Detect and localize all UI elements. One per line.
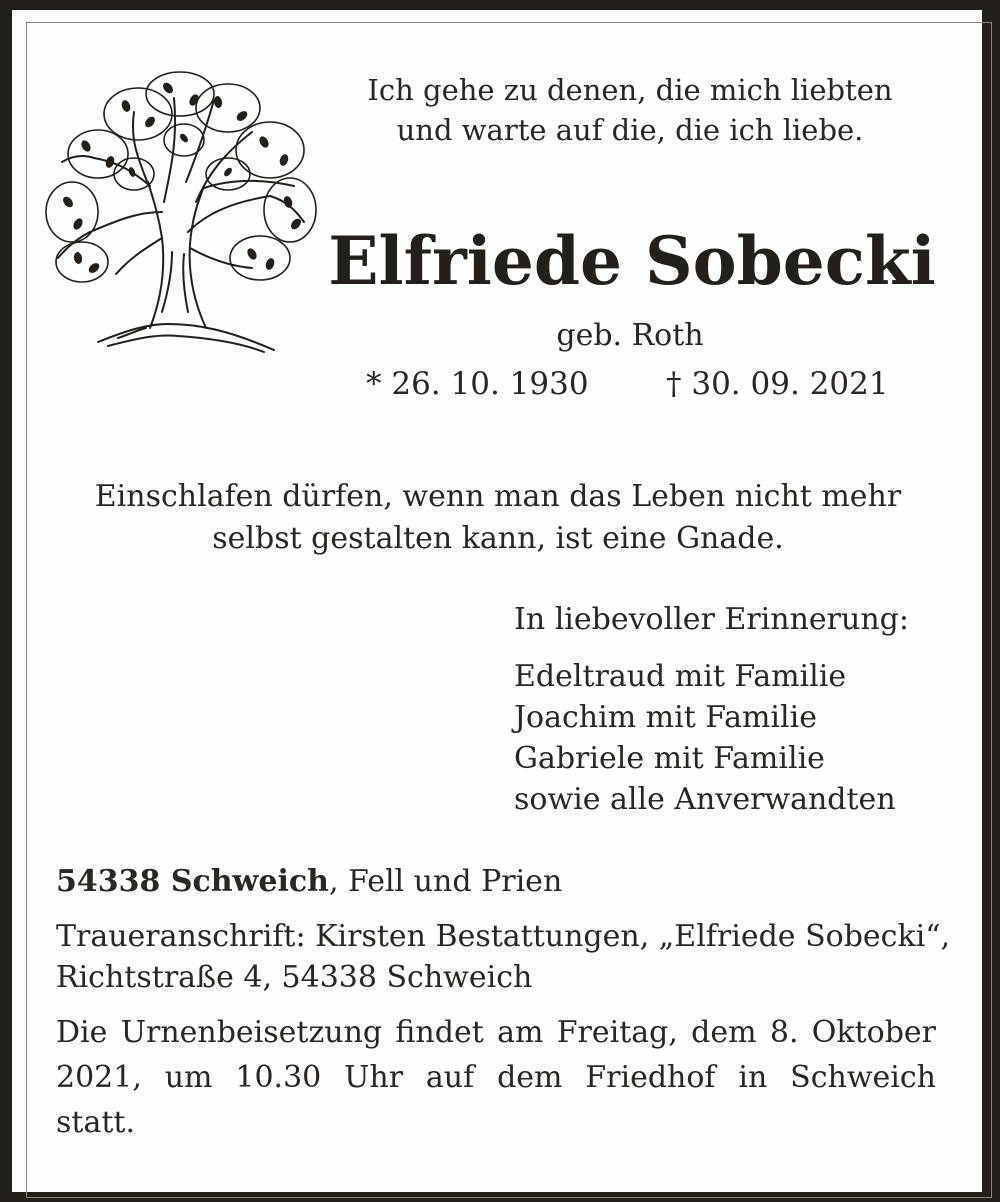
mourner-item: Gabriele mit Familie: [514, 741, 825, 776]
verse-line: Einschlafen dürfen, wenn man das Leben nicht mehr: [94, 479, 902, 514]
birth-name: geb. Roth: [556, 318, 704, 353]
quote-line: und warte auf die, die ich liebe.: [396, 113, 864, 147]
mourner-item: Edeltraud mit Familie: [514, 659, 847, 694]
tree-icon: [38, 62, 320, 354]
verse-line: selbst gestalten kann, ist eine Gnade.: [212, 521, 784, 556]
burial-notice: [56, 1010, 936, 1145]
location-line: [56, 862, 936, 902]
burial-line: 2021, um 10.30 Uhr auf dem Friedhof in Schweich: [56, 1060, 936, 1095]
location-rest: , Fell und Prien: [328, 864, 563, 899]
death-date: † 30. 09. 2021: [666, 366, 889, 402]
mourners-list: [514, 656, 964, 820]
quote-line: Ich gehe zu denen, die mich liebten: [367, 73, 893, 107]
mourner-item: Joachim mit Familie: [514, 700, 817, 735]
address-line: Traueranschrift: Kirsten Bestattungen, „Elfriede Sobecki“,: [56, 919, 951, 954]
burial-line: statt.: [56, 1105, 135, 1140]
mourner-item: sowie alle Anverwandten: [514, 782, 896, 817]
deceased-name: Elfriede Sobecki: [328, 222, 936, 300]
location-city: 54338 Schweich: [56, 864, 329, 899]
mourning-address: [56, 916, 951, 998]
opening-quote: [330, 70, 930, 150]
address-line: Richtstraße 4, 54338 Schweich: [56, 960, 533, 995]
burial-line: Die Urnenbeisetzung findet am Freitag, dem 8. Oktober: [56, 1015, 936, 1050]
birth-date: * 26. 10. 1930: [366, 366, 589, 402]
memory-heading: In liebevoller Erinnerung:: [514, 602, 909, 637]
verse: [30, 476, 966, 560]
